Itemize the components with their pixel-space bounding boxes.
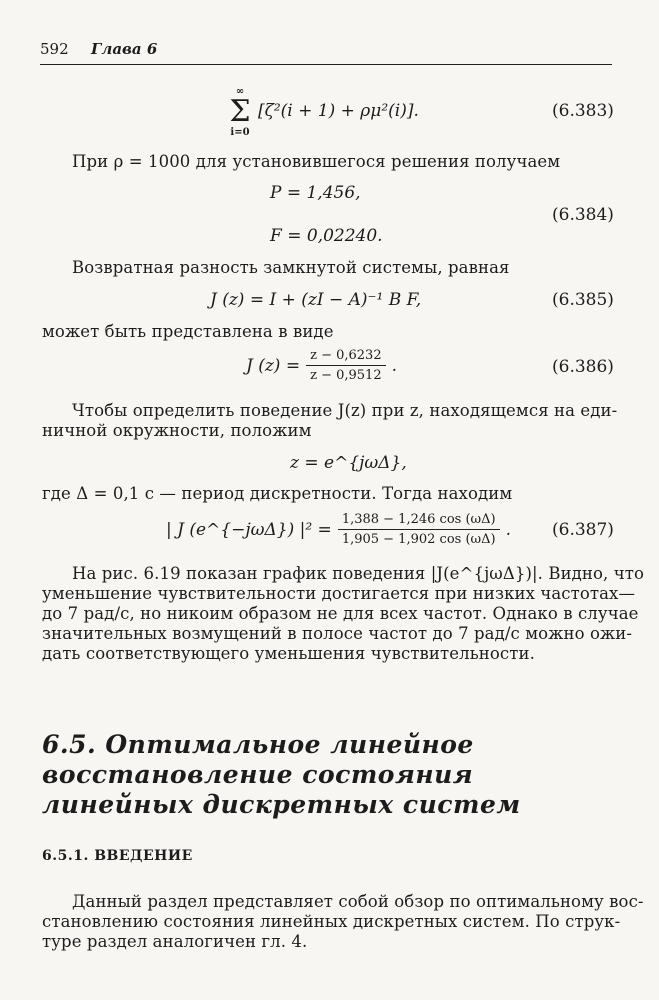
equation-6-386 — [246, 348, 397, 383]
paragraph-6-line-1: На рис. 6.19 показан график поведения |J(e^{jωΔ})|. Видно, что — [72, 564, 645, 583]
equation-6-387 — [166, 512, 511, 547]
equation-6-386-denominator: z − 0,9512 — [310, 368, 382, 383]
paragraph-5: где Δ = 0,1 с — период дискретности. Тогда находим — [42, 484, 513, 503]
equation-6-384-line-2: F = 0,02240. — [270, 226, 383, 246]
equation-6-387-lhs: | J (e^{−jωΔ}) |² = — [166, 519, 332, 540]
equation-number-6-384: (6.384) — [552, 205, 614, 225]
header-rule — [40, 64, 612, 65]
paragraph-7-line-3: туре раздел аналогичен гл. 4. — [42, 932, 308, 951]
paragraph-6-line-2: уменьшение чувствительности достигается при низких частотах— — [42, 584, 636, 603]
subsection-heading: 6.5.1. ВВЕДЕНИЕ — [42, 848, 193, 864]
equation-6-383: [ζ²(i + 1) + ρμ²(i)]. — [258, 101, 419, 121]
equation-number-6-387: (6.387) — [552, 520, 614, 540]
equation-6-386-lhs: J (z) = — [246, 355, 301, 376]
equation-z: z = e^{jωΔ}, — [290, 453, 407, 473]
sigma-glyph: Σ — [229, 94, 251, 129]
equation-number-6-383: (6.383) — [552, 101, 614, 121]
equation-6-387-tail: . — [505, 519, 511, 540]
section-heading-line-2: восстановление состояния — [42, 760, 474, 789]
equation-6-386-numerator: z − 0,6232 — [306, 348, 386, 366]
equation-6-385: J (z) = I + (zI − A)⁻¹ B F, — [210, 290, 422, 310]
chapter-title: Глава 6 — [91, 40, 158, 58]
equation-6-386-fraction — [306, 348, 386, 383]
paragraph-2: Возвратная разность замкнутой системы, равная — [72, 258, 510, 277]
sum-lower-limit: i=0 — [230, 127, 250, 138]
paragraph-4-line-1: Чтобы определить поведение J(z) при z, находящемся на еди- — [72, 401, 618, 420]
section-heading-line-3: линейных дискретных систем — [42, 790, 521, 819]
paragraph-3: может быть представлена в виде — [42, 322, 334, 341]
equation-6-384-line-1: P = 1,456, — [270, 183, 361, 203]
equation-6-387-numerator: 1,388 − 1,246 cos (ωΔ) — [338, 512, 500, 530]
equation-6-386-tail: . — [391, 355, 397, 376]
section-heading-line-1: 6.5. Оптимальное линейное — [42, 730, 474, 759]
sum-symbol — [228, 86, 252, 138]
equation-number-6-386: (6.386) — [552, 357, 614, 377]
paragraph-7-line-1: Данный раздел представляет собой обзор по оптимальному вос- — [72, 892, 644, 911]
paragraph-7-line-2: становлению состояния линейных дискретных систем. По струк- — [42, 912, 621, 931]
paragraph-4-line-2: ничной окружности, положим — [42, 421, 312, 440]
sum-upper-limit: ∞ — [235, 86, 245, 97]
equation-6-387-fraction — [338, 512, 500, 547]
paragraph-6-line-5: дать соответствующего уменьшения чувствительности. — [42, 644, 535, 663]
paragraph-6-line-4: значительных возмущений в полосе частот до 7 рад/с можно ожи- — [42, 624, 633, 643]
paragraph-6-line-3: до 7 рад/с, но никоим образом не для всех частот. Однако в случае — [42, 604, 639, 623]
equation-6-387-denominator: 1,905 − 1,902 cos (ωΔ) — [341, 532, 496, 547]
paragraph-1: При ρ = 1000 для установившегося решения получаем — [72, 152, 561, 171]
page-number: 592 — [40, 40, 69, 58]
equation-number-6-385: (6.385) — [552, 290, 614, 310]
